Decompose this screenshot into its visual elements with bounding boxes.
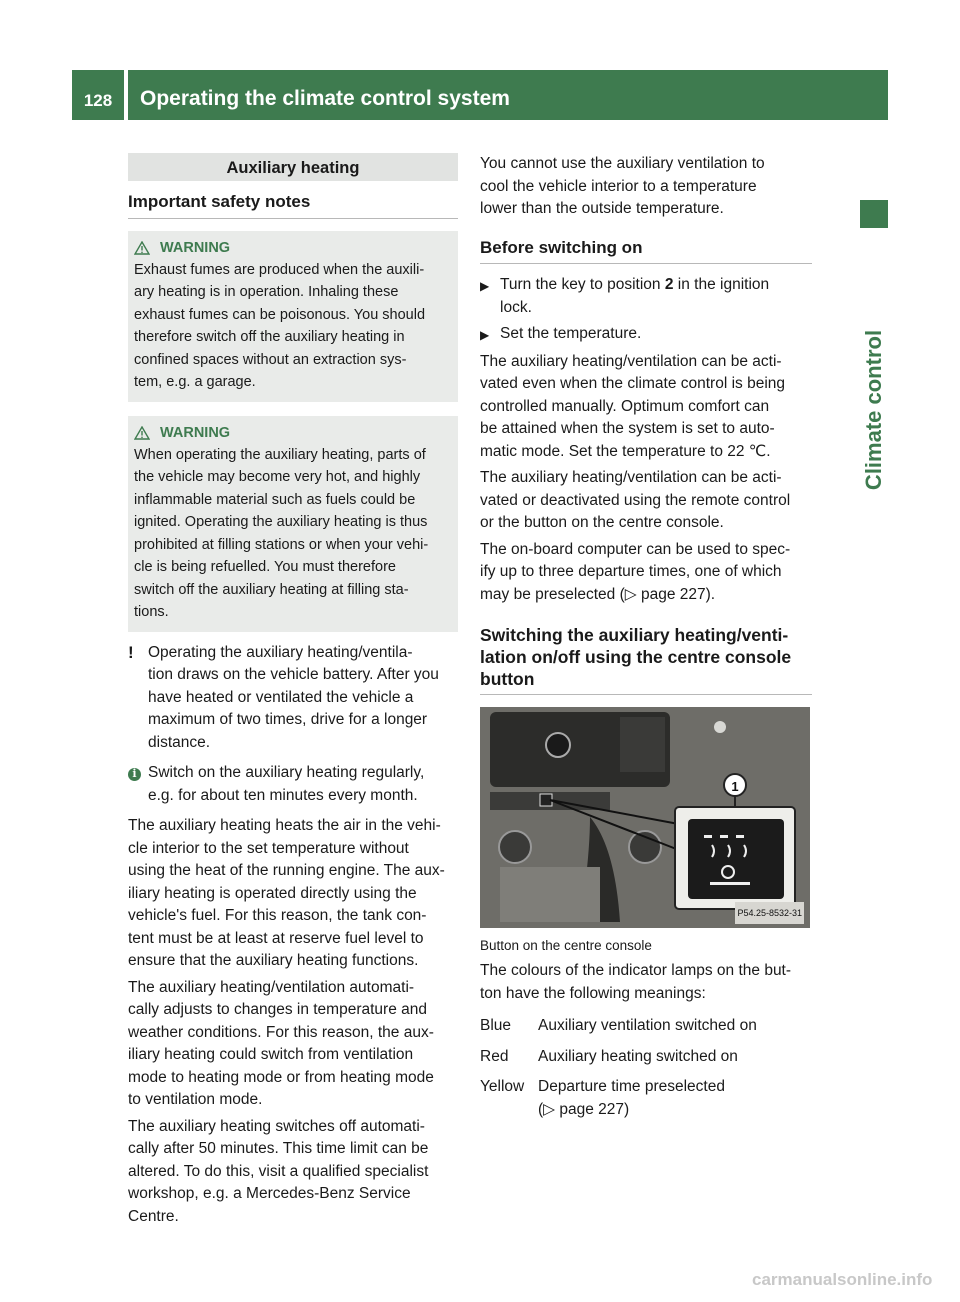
body-line: tent must be at least at reserve fuel level to: [128, 929, 424, 947]
side-tab-marker: [860, 200, 888, 228]
callout-number: 1: [731, 779, 739, 794]
body-line: The auxiliary heating switches off automati-: [128, 1117, 425, 1135]
note-line: tion draws on the vehicle battery. After you: [148, 666, 439, 683]
step-line: lock.: [500, 298, 532, 316]
body-line: altered. To do this, visit a qualified specialist: [128, 1162, 429, 1180]
body-paragraph: [480, 351, 812, 464]
body-paragraph: [480, 539, 812, 607]
body-line: weather conditions. For this reason, the aux-: [128, 1023, 434, 1041]
body-line: vehicle's fuel. For this reason, the tank con-: [128, 907, 427, 924]
body-line: ensure that the auxiliary heating functions.: [128, 952, 419, 969]
body-line: ton have the following meanings:: [480, 984, 706, 1002]
body-line: workshop, e.g. a Mercedes-Benz Service: [128, 1185, 411, 1202]
body-line: or the button on the centre console.: [480, 514, 724, 531]
body-line: may be preselected (▷ page 227).: [480, 585, 716, 603]
body-line: The auxiliary heating/ventilation automati-: [128, 978, 415, 996]
switching-title-line: button: [480, 669, 535, 689]
info-icon: i: [128, 768, 141, 781]
warning-box: [128, 416, 458, 632]
warning-box: [128, 231, 458, 402]
body-line: lower than the outside temperature.: [480, 200, 724, 217]
step: [480, 274, 812, 319]
step: [480, 323, 812, 347]
warning-line: prohibited at filling stations or when your vehi-: [134, 536, 429, 553]
body-line: Centre.: [128, 1207, 179, 1225]
note-line: have heated or ventilated the vehicle a: [148, 688, 414, 706]
note-line: maximum of two times, drive for a longer: [148, 711, 428, 728]
warning-line: therefore switch off the auxiliary heating in: [134, 329, 405, 345]
body-line: using the heat of the running engine. The aux-: [128, 862, 445, 879]
warning-header: [134, 422, 452, 444]
meaning-row: [480, 1046, 812, 1069]
body-paragraph: [128, 1116, 458, 1229]
warning-line: exhaust fumes can be poisonous. You should: [134, 306, 426, 323]
step-line: Turn the key to position 2 in the ignition: [500, 276, 770, 293]
body-line: cally after 50 minutes. This time limit can be: [128, 1140, 429, 1157]
warning-triangle-icon: [134, 241, 150, 255]
section-title: Auxiliary heating: [128, 153, 458, 181]
warning-line: ignited. Operating the auxiliary heating is thus: [134, 514, 428, 530]
right-column: [480, 153, 812, 1121]
page-number: 128: [72, 70, 124, 120]
warning-triangle-icon: [134, 426, 150, 440]
body-line: cally adjusts to changes in temperature and: [128, 1001, 427, 1018]
meaning-text: Auxiliary heating switched on: [538, 1047, 738, 1065]
step-arrow-icon: ▶: [480, 328, 490, 342]
body-line: matic mode. Set the temperature to 22 ℃.: [480, 442, 771, 460]
subsection-title: Important safety notes: [128, 191, 458, 219]
body-line: mode to heating mode or from heating mode: [128, 1068, 434, 1086]
note-line: Operating the auxiliary heating/ventila-: [148, 643, 413, 661]
warning-line: When operating the auxiliary heating, parts of: [134, 446, 426, 463]
meaning-row: [480, 1015, 812, 1038]
warning-line: confined spaces without an extraction sys-: [134, 351, 407, 368]
warning-line: cle is being refuelled. You must therefore: [134, 559, 396, 575]
body-line: ify up to three departure times, one of which: [480, 563, 782, 580]
body-line: The auxiliary heating/ventilation can be acti-: [480, 352, 782, 370]
watermark: carmanualsonline.info: [752, 1270, 933, 1289]
info-block: [128, 762, 458, 807]
body-line: The auxiliary heating/ventilation can be acti-: [480, 469, 782, 486]
colour-meanings-table: [480, 1015, 812, 1121]
body-line: vated even when the climate control is being: [480, 375, 786, 392]
centre-console-photo: [480, 707, 810, 928]
body-line: iliary heating is operated directly using the: [128, 884, 417, 902]
step-arrow-icon: ▶: [480, 279, 490, 293]
warning-label: WARNING: [160, 424, 231, 441]
before-switching-title: Before switching on: [480, 237, 812, 265]
chapter-title: Operating the climate control system: [128, 70, 888, 120]
meaning-colour: Yellow: [480, 1078, 525, 1095]
warning-header: [134, 237, 452, 259]
body-line: be attained when the system is set to auto-: [480, 420, 775, 437]
warning-line: Exhaust fumes are produced when the auxili-: [134, 261, 425, 278]
meaning-colour: Red: [480, 1047, 509, 1065]
note-block: [128, 642, 458, 755]
body-line: vated or deactivated using the remote control: [480, 491, 791, 509]
warning-line: tem, e.g. a garage.: [134, 374, 256, 390]
body-line: to ventilation mode.: [128, 1091, 263, 1108]
step-line: Set the temperature.: [500, 325, 642, 342]
body-line: You cannot use the auxiliary ventilation to: [480, 155, 765, 172]
body-line: cle interior to the set temperature without: [128, 839, 409, 857]
body-line: iliary heating could switch from ventilation: [128, 1046, 414, 1063]
body-line: The colours of the indicator lamps on the but-: [480, 962, 792, 979]
meaning-text: Auxiliary ventilation switched on: [538, 1017, 757, 1034]
body-paragraph: [480, 960, 812, 1005]
body-line: The auxiliary heating heats the air in the vehi-: [128, 817, 441, 834]
switching-title-line: lation on/off using the centre console: [480, 647, 792, 667]
warning-line: inflammable material such as fuels could be: [134, 491, 416, 508]
warning-line: switch off the auxiliary heating at filling sta-: [134, 581, 409, 598]
warning-line: tions.: [134, 604, 169, 620]
warning-line: the vehicle may become very hot, and highly: [134, 469, 421, 485]
body-line: cool the vehicle interior to a temperature: [480, 177, 757, 195]
photo-code: P54.25-8532-31: [735, 902, 804, 925]
left-column: [128, 153, 458, 1228]
body-line: controlled manually. Optimum comfort can: [480, 397, 770, 415]
meaning-ref: (▷ page 227): [538, 1100, 630, 1118]
switching-title-line: Switching the auxiliary heating/venti-: [480, 625, 789, 645]
note-marker: !: [128, 642, 134, 662]
intro-paragraph: [480, 153, 812, 221]
note-line: distance.: [148, 733, 211, 751]
body-paragraph: [480, 467, 812, 535]
meaning-row: [480, 1076, 812, 1121]
body-paragraph: [128, 977, 458, 1112]
warning-label: WARNING: [160, 239, 231, 256]
centre-console-illustration: [480, 707, 810, 928]
side-tab-label: Climate control: [861, 329, 886, 491]
photo-caption: Button on the centre console: [480, 938, 652, 953]
info-line: e.g. for about ten minutes every month.: [148, 786, 418, 804]
info-line: Switch on the auxiliary heating regularly,: [148, 764, 425, 781]
body-paragraph: [128, 815, 458, 973]
body-line: The on-board computer can be used to spec-: [480, 540, 791, 558]
switching-title: [480, 624, 812, 695]
meaning-colour: Blue: [480, 1017, 512, 1034]
meaning-text: Departure time preselected: [538, 1078, 725, 1095]
warning-line: ary heating is in operation. Inhaling these: [134, 284, 399, 300]
